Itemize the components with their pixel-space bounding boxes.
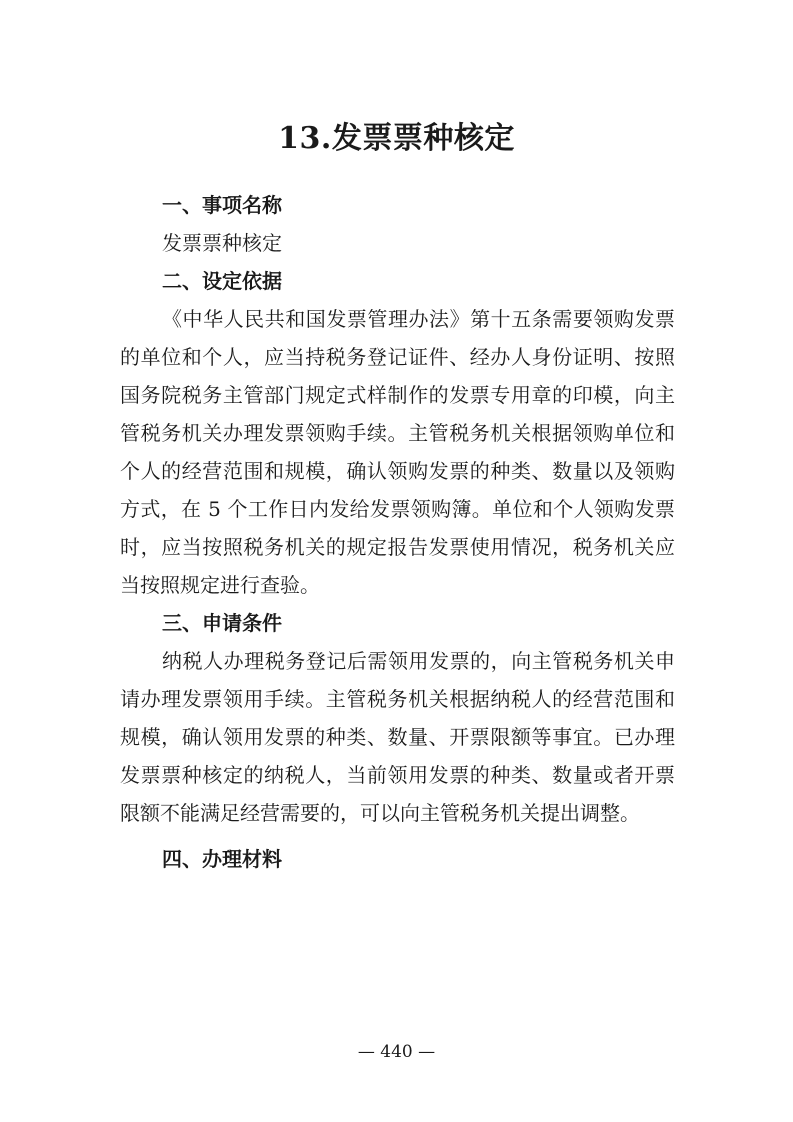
section-heading-application-conditions: 三、申请条件: [162, 611, 282, 635]
section-heading-legal-basis: 二、设定依据: [162, 269, 282, 293]
document-body: [120, 186, 675, 878]
section-body-item-name: 发票票种核定: [162, 231, 282, 255]
section-heading-item-name: 一、事项名称: [162, 193, 282, 217]
section-body-application-conditions: 纳税人办理税务登记后需领用发票的，向主管税务机关申请办理发票领用手续。主管税务机关根据纳税人的经营范围和规模，确认领用发票的种类、数量、开票限额等事宜。已办理发票票种核定的纳税人，当前领用发票的种类、数量或者开票限额不能满足经营需要的，可以向主管税务机关提出调整。: [120, 649, 675, 825]
section-body-legal-basis: 《中华人民共和国发票管理办法》第十五条需要领购发票的单位和个人，应当持税务登记证件、经办人身份证明、按照国务院税务主管部门规定式样制作的发票专用章的印模，向主管税务机关办理发票领购手续。主管税务机关根据领购单位和个人的经营范围和规模，确认领购发票的种类、数量以及领购方式，在 5 个工作日内发给发票领购簿。单位和个人领购发票时，应当按照税务机关的规定报告发票使用情况，税务机关应当按照规定进行查验。: [120, 307, 675, 597]
page-number: — 440 —: [357, 1042, 436, 1062]
page-title: 13.发票票种核定: [278, 121, 515, 157]
section-heading-required-materials: 四、办理材料: [162, 847, 282, 871]
